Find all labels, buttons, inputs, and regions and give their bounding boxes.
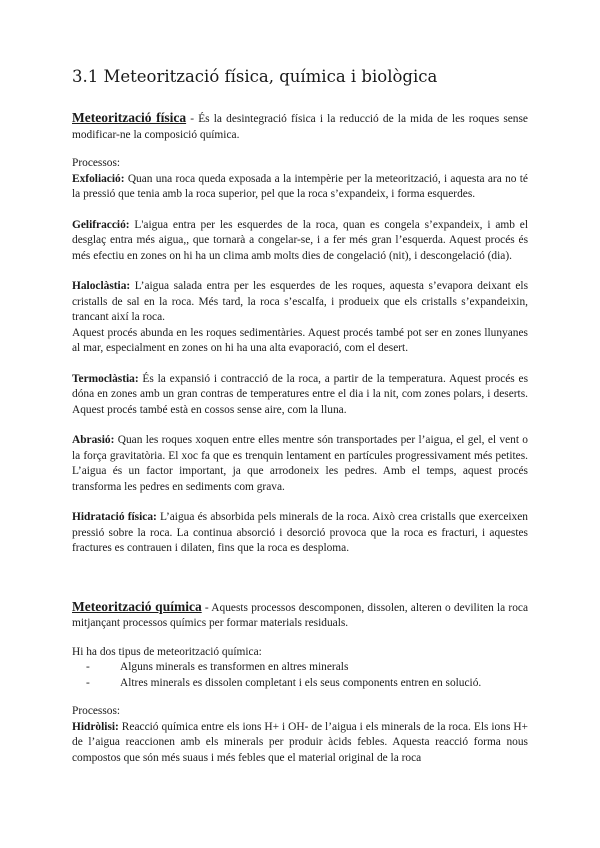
exfoliation-paragraph xyxy=(72,172,528,203)
thermoclasty-text: És la expansió i contracció de la roca, a partir de la temperatura. Aquest procés es dóna en zones amb un gran contras de temperatures entre el dia i la nit, com zones polars, i deserts. Aquest procés també està en cossos sense aire, com la lluna. xyxy=(72,372,528,416)
dash-bullet: - xyxy=(86,661,90,673)
chemical-types-label: Hi ha dos tipus de meteorització química: xyxy=(72,645,262,658)
exfoliation-text: Quan una roca queda exposada a la intempèrie per la meteorització, i aquesta ara no té la pressió que tenia amb la roca superior, pel que la roca s’expandeix, i forma esquerdes. xyxy=(72,172,528,200)
physical-weathering-heading: Meteorització física xyxy=(72,110,187,125)
thermoclasty-term: Termoclàstia: xyxy=(72,372,139,385)
spacer xyxy=(72,495,528,510)
physical-hydration-paragraph xyxy=(72,510,528,557)
list-item xyxy=(86,660,528,676)
abrasion-term: Abrasió: xyxy=(72,434,115,446)
spacer xyxy=(72,557,528,599)
gelifraction-term: Gelifracció: xyxy=(72,218,130,231)
gelifraction-text: L'aigua entra per les esquerdes de la roca, quan es congela s’expandeix, i amb el desglaç entra més aigua,, que tornarà a congelar-se, i a fer més gran l’esquerda. Aquest procés és més efectiu en zones on hi ha un clima amb molts dies de congelació (nit), i descongelació (dia). xyxy=(72,218,528,262)
spacer xyxy=(72,357,528,372)
document-page xyxy=(72,66,528,766)
hydrolysis-paragraph xyxy=(72,720,528,767)
haloclasty-term: Haloclàstia: xyxy=(72,280,131,292)
list-item xyxy=(86,676,528,692)
list-item-text: Alguns minerals es transformen en altres minerals xyxy=(120,661,349,673)
dash-bullet: - xyxy=(86,676,90,689)
physical-hydration-text: L’aigua és absorbida pels minerals de la roca. Això crea cristalls que exerceixen pressió sobre la roca. La continua absorció i desorció provoca que la roca es fracturi, i aquestes fractures es contrauen i dilaten, fins que la roca es desploma. xyxy=(72,511,528,554)
spacer xyxy=(72,264,528,279)
chemical-intro-text: - Aquests processos descomponen, dissolen, alteren o deviliten la roca mitjançant processos químics per formar materials residuals. xyxy=(72,601,529,629)
chemical-processes-label: Processos: xyxy=(72,705,121,717)
haloclasty-text: L’aigua salada entra per les esquerdes de les roques, aquesta s’evapora deixant els cristalls de sal en la roca. Més tard, la roca s’escalfa, i produeix que els cristalls s’expandeixin, trancant així la roca. xyxy=(72,280,528,323)
physical-hydration-term: Hidratació física: xyxy=(72,511,157,523)
exfoliation-term: Exfoliació: xyxy=(72,172,125,185)
spacer xyxy=(72,691,528,704)
spacer xyxy=(72,143,528,156)
spacer xyxy=(72,203,528,218)
spacer xyxy=(72,418,528,433)
list-item-text: Altres minerals es dissolen completant i els seus components entren en solució. xyxy=(120,676,482,689)
physical-processes-label: Processos: xyxy=(72,157,121,169)
haloclasty-extra-paragraph: Aquest procés abunda en les roques sedimentàries. Aquest procés també pot ser en zones llunyanes al mar, especialment en zones on hi ha una alta evaporació, com el desert. xyxy=(72,326,528,354)
spacer xyxy=(72,632,528,645)
abrasion-paragraph xyxy=(72,433,528,495)
hydrolysis-term: Hidròlisi: xyxy=(72,720,119,733)
abrasion-text: Quan les roques xoquen entre elles mentre són transportades per l’aigua, el gel, el vent o la força gravitatòria. El xoc fa que es trenquin lentament en partícules progressivament més petites. L’aigua és un factor important, ja que arrodoneix les pedres. Amb el temps, aquest procés transforma les pedres en sediments com grava. xyxy=(72,434,528,493)
gelifraction-paragraph xyxy=(72,218,528,265)
chemical-intro-paragraph xyxy=(72,599,528,632)
physical-intro-paragraph xyxy=(72,110,528,143)
physical-intro-text: - És la desintegració física i la reducció de la mida de les roques sense modificar-ne la composició química. xyxy=(72,113,528,141)
page-title: 3.1 Meteorització física, química i biològica xyxy=(72,67,438,86)
hydrolysis-text: Reacció química entre els ions H+ i OH- de l’aigua i els minerals de la roca. Els ions H+ de l’aigua reaccionen amb els minerals per produir àcids febles. Aquesta reacció forma nous compostos que són més suaus i més febles que el material original de la roca xyxy=(72,720,528,764)
haloclasty-paragraph xyxy=(72,279,528,326)
chemical-types-list xyxy=(72,660,528,691)
thermoclasty-paragraph xyxy=(72,372,528,419)
chemical-weathering-heading: Meteorització química xyxy=(72,598,202,614)
